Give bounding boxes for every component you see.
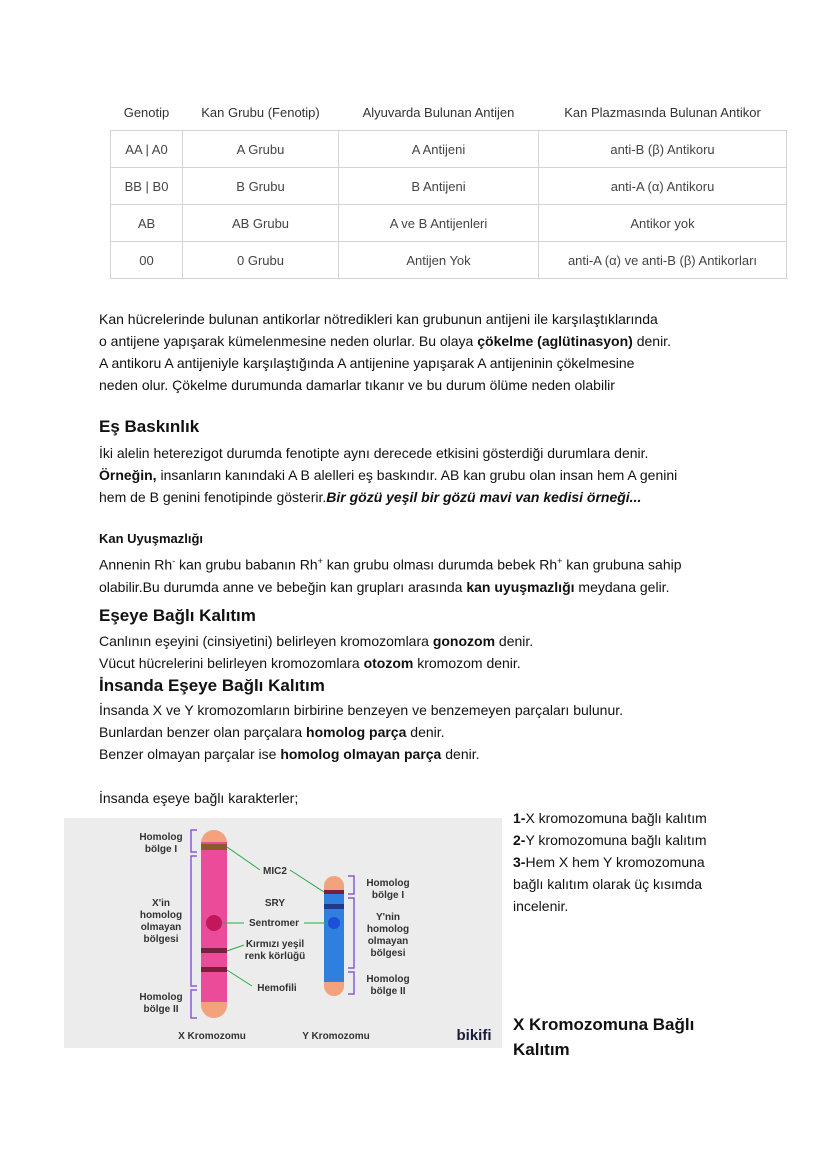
heading-line: X Kromozomuna Bağlı [513, 1015, 695, 1034]
hemophilia-label: Hemofili [257, 983, 297, 994]
table-cell: AB [111, 205, 183, 242]
y-nonhomolog-bracket [348, 898, 354, 968]
colorblind-label: renk körlüğü [244, 951, 306, 962]
table-cell: anti-B (β) Antikoru [539, 131, 787, 168]
list-number: 1- [513, 810, 526, 826]
text-line [99, 330, 739, 352]
text: o antijene yapışarak kümelenmesine neden olurlar. Bu olaya [99, 333, 478, 349]
table-row [111, 168, 787, 205]
mic2-label: MIC2 [263, 866, 287, 877]
x-nonhomolog-bracket [191, 856, 197, 986]
y-nonhomolog-label: homolog [366, 924, 410, 935]
sex-linked-paragraph [99, 630, 739, 674]
x-nonhomolog-label: bölgesi [143, 934, 179, 945]
text: kan grubuna sahip [562, 556, 682, 573]
superscript: + [557, 556, 563, 566]
text: kan grubu babanın Rh [175, 556, 318, 573]
text: kromozom denir. [413, 655, 521, 671]
text: meydana gelir. [574, 578, 670, 595]
text: olabilir.Bu durumda anne ve bebeğin kan grupları arasında [99, 578, 467, 595]
y-nonhomolog-label: bölgesi [370, 948, 406, 959]
y-chromosome [324, 876, 344, 996]
chromosome-diagram [64, 818, 502, 1048]
y-homolog2-label: bölge II [370, 986, 406, 997]
hemophilia-band [201, 967, 227, 972]
text: kan grubu olması durumda bebek Rh [322, 556, 558, 573]
section-title-human-sex-linked: İnsanda Eşeye Bağlı Kalıtım [99, 676, 325, 695]
text: denir. [406, 724, 445, 740]
text: denir. [441, 746, 480, 762]
column-header: Genotip [123, 104, 170, 120]
text: Vücut hücrelerini belirleyen kromozomlara [99, 655, 364, 671]
text-line [99, 464, 739, 486]
table-cell: A Grubu [183, 131, 339, 168]
text-line: Kan hücrelerinde bulunan antikorlar nötredikleri kan grubunun antijeni ile karşılaştıklarında [99, 311, 658, 327]
text-line [99, 743, 739, 765]
text-line: İki alelin heterezigot durumda fenotipte aynı derecede etkisini gösterdiği durumlara denir. [99, 445, 649, 461]
text: Benzer olmayan parçalar ise [99, 746, 281, 762]
y-homolog1-bracket [348, 876, 354, 894]
x-homolog2-label: Homolog [139, 992, 183, 1003]
x-nonhomolog-label: olmayan [140, 922, 182, 933]
text: Canlının eşeyini (cinsiyetini) belirleyen kromozomlara [99, 633, 433, 649]
y-nonhomolog-label: olmayan [367, 936, 409, 947]
characters-intro: İnsanda eşeye bağlı karakterler; [99, 790, 299, 806]
table-cell: anti-A (α) Antikoru [539, 168, 787, 205]
bold-term: homolog olmayan parça [280, 746, 442, 762]
chromosome-figure [64, 818, 502, 1048]
y-homolog2-label: Homolog [366, 974, 410, 985]
x-homolog1-label: Homolog [139, 832, 183, 843]
x-chromosome [201, 830, 227, 1018]
x-homolog1-bracket [191, 830, 197, 852]
table-cell: Antikor yok [539, 205, 787, 242]
y-homolog1-label: Homolog [366, 878, 410, 889]
column-header: Kan Grubu (Fenotip) [201, 104, 320, 120]
mic2-band [201, 844, 227, 850]
text-line [99, 652, 739, 674]
blood-group-table [110, 94, 787, 279]
y-band [324, 904, 344, 909]
table-cell: AA | A0 [111, 131, 183, 168]
text: denir. [495, 633, 534, 649]
bold-term: Örneğin, [99, 467, 157, 483]
bold-term: homolog parça [306, 724, 407, 740]
bikifi-logo: bikifi [456, 1027, 492, 1044]
text: hem de B genini fenotipinde gösterir. [99, 489, 327, 505]
bold-term: gonozom [432, 633, 496, 649]
section-title-sex-linked: Eşeye Bağlı Kalıtım [99, 606, 256, 625]
colorblind-band [201, 948, 227, 953]
sry-band [324, 890, 344, 894]
list-text: Hem X hem Y kromozomuna [525, 854, 705, 870]
table-cell: A Antijeni [339, 131, 539, 168]
text-line: neden olur. Çökelme durumunda damarlar tıkanır ve bu durum ölüme neden olabilir [99, 377, 615, 393]
text: Bunlardan benzer olan parçalara [99, 724, 307, 740]
y-homolog2-bracket [348, 972, 354, 994]
text-line [99, 630, 739, 652]
section-title-incompatibility: Kan Uyuşmazlığı [99, 531, 204, 546]
text: denir. [632, 333, 671, 349]
list-item [513, 807, 743, 829]
bold-term: çökelme (aglütinasyon) [477, 333, 633, 349]
table-cell: B Grubu [183, 168, 339, 205]
centromere-label: Sentromer [248, 918, 300, 929]
list-text: X kromozomuna bağlı kalıtım [525, 810, 707, 826]
colorblind-label: Kırmızı yeşil [245, 939, 305, 950]
section-title-x-linked [513, 1012, 743, 1062]
table-cell: B Antijeni [339, 168, 539, 205]
mic2-leader-x [227, 847, 260, 870]
table-cell: anti-A (α) ve anti-B (β) Antikorları [539, 242, 787, 279]
text-line [99, 576, 739, 598]
list-text: Y kromozomuna bağlı kalıtım [525, 832, 707, 848]
text-line [99, 721, 739, 743]
superscript: + [317, 556, 323, 566]
inheritance-types-list [513, 807, 743, 917]
table-header-row [111, 94, 787, 131]
table-cell: A ve B Antijenleri [339, 205, 539, 242]
superscript: - [172, 556, 176, 566]
y-centromere [328, 917, 340, 929]
mic2-leader-y [290, 870, 324, 892]
text-line: incelenir. [513, 898, 569, 914]
colorblind-leader [227, 945, 244, 951]
column-header: Alyuvarda Bulunan Antijen [362, 104, 515, 120]
list-number: 3- [513, 854, 526, 870]
text-line [99, 550, 739, 576]
text-line: bağlı kalıtım olarak üç kısımda [513, 876, 703, 892]
bold-term: kan uyuşmazlığı [466, 578, 575, 595]
hemophilia-leader [227, 970, 252, 986]
x-nonhomolog-label: X'in [152, 898, 170, 909]
text-line: A antikoru A antijeniyle karşılaştığında A antijenine yapışarak A antijeninin çökelmesine [99, 355, 635, 371]
x-chromosome-label: X Kromozomu [178, 1031, 246, 1042]
text-line [99, 486, 739, 508]
bold-italic-example: Bir gözü yeşil bir gözü mavi van kedisi örneği... [326, 489, 642, 505]
y-chromosome-nonhomolog [324, 890, 344, 982]
x-homolog1-label: bölge I [144, 844, 178, 855]
antibody-paragraph [99, 308, 739, 396]
x-centromere [206, 915, 222, 931]
section-title-codominance: Eş Baskınlık [99, 417, 200, 436]
x-homolog2-bracket [191, 990, 197, 1018]
text-line: İnsanda X ve Y kromozomların birbirine benzeyen ve benzemeyen parçaları bulunur. [99, 702, 624, 718]
column-header: Kan Plazmasında Bulunan Antikor [564, 104, 761, 120]
heading-line: Kalıtım [513, 1040, 570, 1059]
x-nonhomolog-label: homolog [139, 910, 183, 921]
codominance-paragraph [99, 442, 739, 508]
text: insanların kanındaki A B alelleri eş baskındır. AB kan grubu olan insan hem A genini [156, 467, 678, 483]
list-item [513, 829, 743, 851]
table-row [111, 131, 787, 168]
list-number: 2- [513, 832, 526, 848]
human-sex-linked-paragraph [99, 699, 739, 765]
y-homolog1-label: bölge I [371, 890, 405, 901]
y-chromosome-label: Y Kromozomu [302, 1031, 370, 1042]
text: Annenin Rh [99, 556, 173, 573]
table-cell: AB Grubu [183, 205, 339, 242]
table-row [111, 242, 787, 279]
list-item [513, 851, 743, 873]
incompatibility-paragraph [99, 550, 739, 598]
bold-term: otozom [363, 655, 414, 671]
x-homolog2-label: bölge II [143, 1004, 179, 1015]
sry-label: SRY [264, 898, 286, 909]
table-row [111, 205, 787, 242]
y-nonhomolog-label: Y'nin [375, 912, 401, 923]
table-cell: 00 [111, 242, 183, 279]
table-cell: BB | B0 [111, 168, 183, 205]
table-cell: 0 Grubu [183, 242, 339, 279]
table-cell: Antijen Yok [339, 242, 539, 279]
